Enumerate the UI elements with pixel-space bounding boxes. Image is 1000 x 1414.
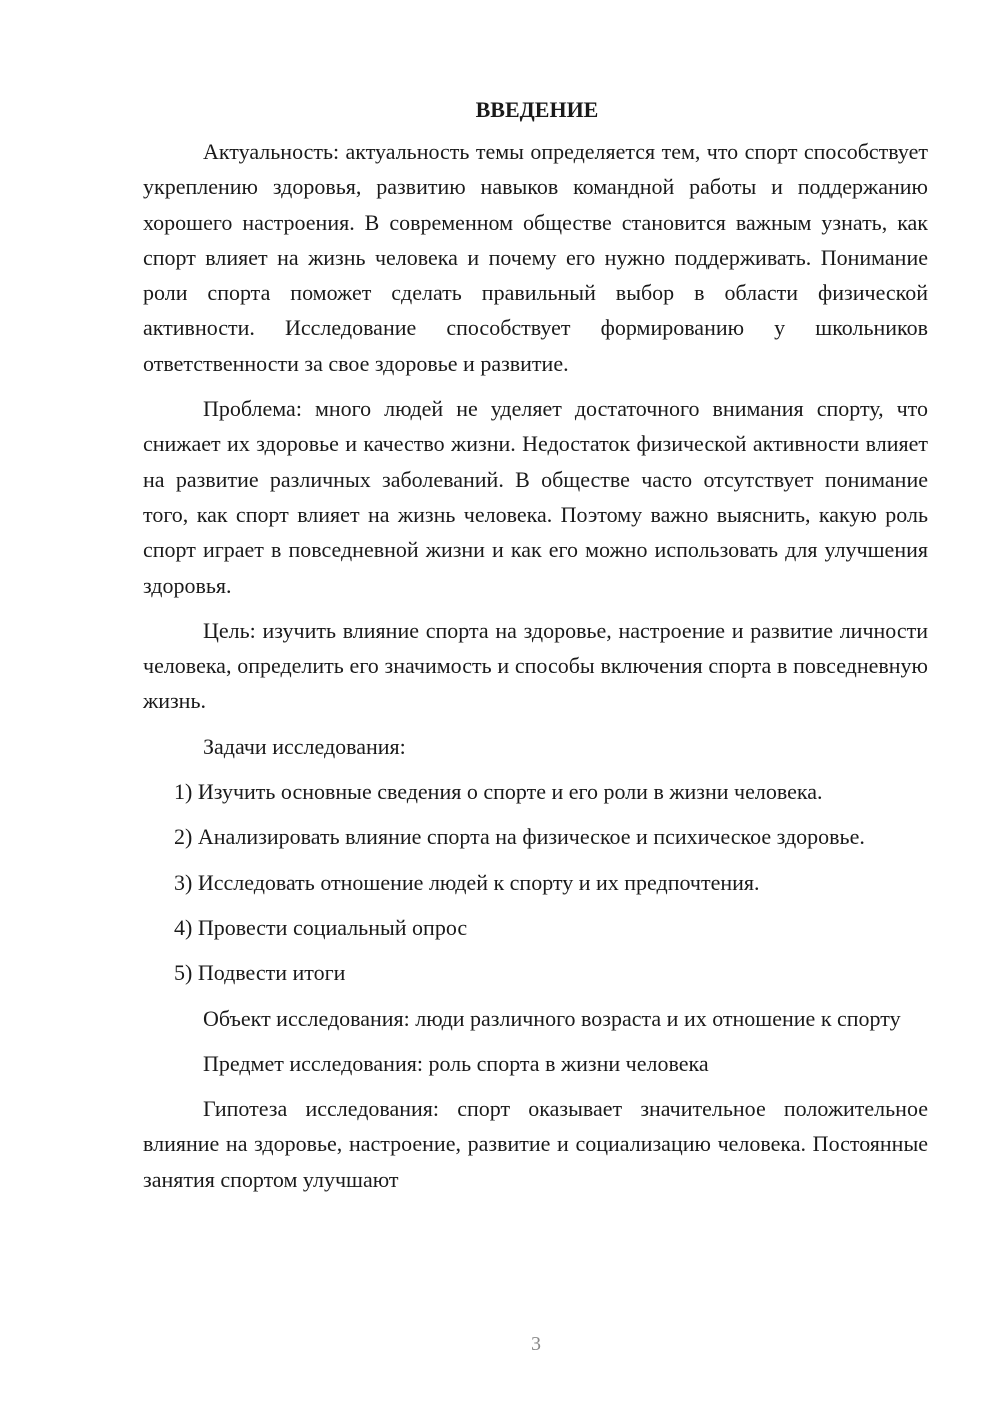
task-item: 2) Анализировать влияние спорта на физическое и психическое здоровье. [174, 824, 865, 850]
paragraph-subject: Предмет исследования: роль спорта в жизни человека [203, 1050, 709, 1076]
task-item: 4) Провести социальный опрос [174, 914, 468, 940]
task-item: 3) Исследовать отношение людей к спорту и их предпочтения. [174, 869, 760, 895]
paragraph-goal: Цель: изучить влияние спорта на здоровье, настроение и развитие личности человека, определить его значимость и способы включения спорта в повседневную жизнь. [143, 617, 928, 714]
task-item: 1) Изучить основные сведения о спорте и его роли в жизни человека. [174, 779, 823, 805]
page-content [143, 92, 928, 1207]
paragraph-problem: Проблема: много людей не уделяет достаточного внимания спорту, что снижает их здоровье и качество жизни. Недостаток физической активности влияет на развитие различных заболеваний. В обществе часто отсутствует понимание того, как спорт влияет на жизнь человека. Поэтому важно выяснить, какую роль спорт играет в повседневной жизни и как его можно использовать для улучшения здоровья. [143, 396, 928, 598]
page-number: 3 [531, 1333, 541, 1355]
section-title: ВВЕДЕНИЕ [475, 97, 599, 122]
paragraph-tasks-heading: Задачи исследования: [203, 733, 406, 759]
paragraph-hypothesis: Гипотеза исследования: спорт оказывает значительное положительное влияние на здоровье, настроение, развитие и социализацию человека. Постоянные занятия спортом улучшают [143, 1096, 928, 1192]
paragraph-relevance: Актуальность: актуальность темы определяется тем, что спорт способствует укреплению здоровья, развитию навыков командной работы и поддержанию хорошего настроения. В современном обществе становится важным узнать, как спорт влияет на жизнь человека и почему его нужно поддерживать. Понимание роли спорта поможет сделать правильный выбор в области физической активности. Исследование способствует формированию у школьников ответственности за свое здоровье и развитие. [143, 139, 928, 376]
paragraph-object: Объект исследования: люди различного возраста и их отношение к спорту [203, 1005, 901, 1031]
task-item: 5) Подвести итоги [174, 960, 346, 986]
